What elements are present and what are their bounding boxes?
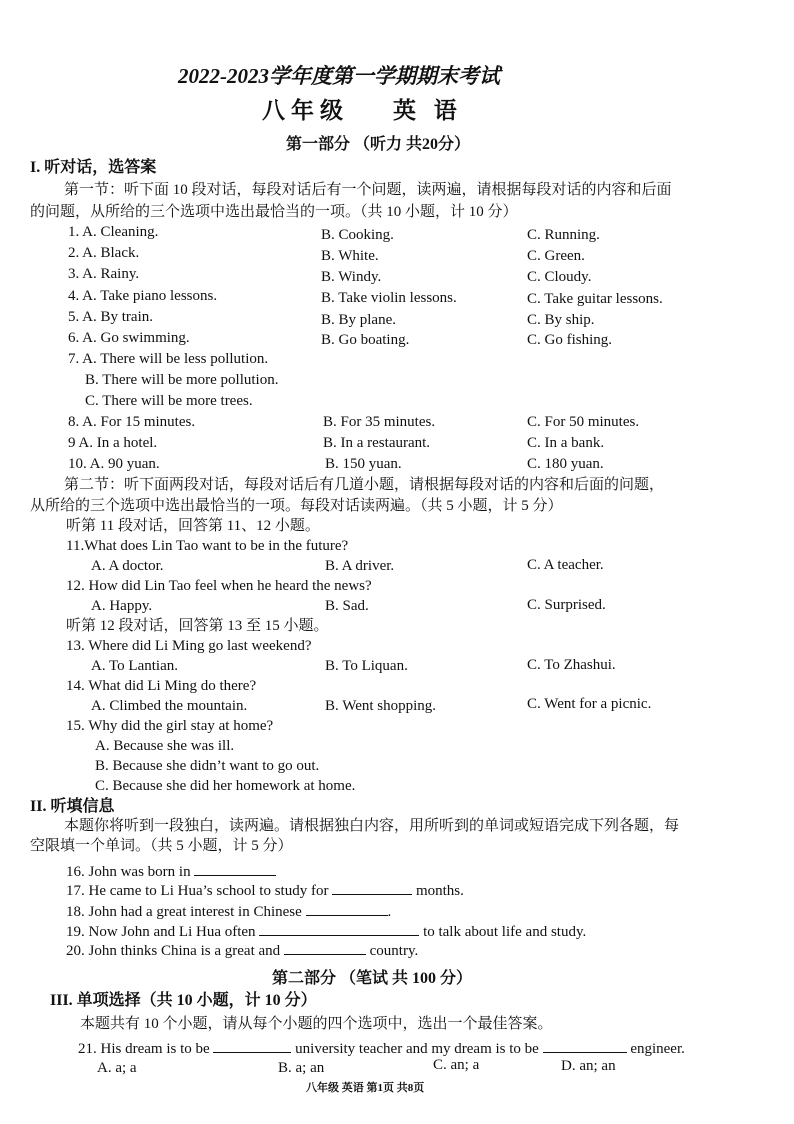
q17-blank[interactable]: [332, 880, 412, 895]
q21-text-mid: university teacher and my dream is to be: [295, 1041, 539, 1057]
q20-text-end: country.: [369, 943, 419, 959]
q15-option-a: A. Because she was ill.: [95, 738, 235, 754]
section2-intro: 本题你将听到一段独白，读两遍。请根据独白内容，用所听到的单词或短语完成下列各题，每: [64, 818, 680, 834]
q21-text-end: engineer.: [630, 1041, 685, 1057]
q14-option-c: C. Went for a picnic.: [527, 696, 652, 712]
q1-option-b: B. Cooking.: [321, 227, 394, 243]
q21-blank-1[interactable]: [213, 1038, 291, 1053]
section3-intro: 本题共有 10 个小题，请从每个小题的四个选项中，选出一个最佳答案。: [80, 1016, 553, 1032]
q21-option-c: C. an; a: [433, 1057, 480, 1073]
q21-blank-2[interactable]: [543, 1038, 627, 1053]
q11-stem: 11.What does Lin Tao want to be in the future?: [66, 538, 349, 554]
q15-stem: 15. Why did the girl stay at home?: [66, 718, 274, 734]
q13-option-b: B. To Liquan.: [325, 658, 408, 674]
q18-blank[interactable]: [306, 901, 388, 916]
section1-sub2-instruction: 第二节：听下面两段对话，每段对话后有几道小题，请根据每段对话的内容和后面的问题，: [64, 477, 665, 493]
q19-line: [66, 921, 586, 941]
q11-option-c: C. A teacher.: [527, 557, 604, 573]
q8-option-a: 8. A. For 15 minutes.: [68, 414, 196, 430]
q9-option-c: C. In a bank.: [527, 435, 605, 451]
q19-text-end: to talk about life and study.: [423, 924, 587, 940]
part2-title: 第二部分 （笔试 共 100 分）: [272, 970, 473, 987]
q3-option-a: 3. A. Rainy.: [68, 266, 140, 282]
q21-line: [78, 1038, 685, 1058]
q1-option-c: C. Running.: [527, 227, 600, 243]
q4-option-a: 4. A. Take piano lessons.: [68, 288, 218, 304]
listen-dialog-12: 听第 12 段对话，回答第 13 至 15 小题。: [66, 618, 329, 634]
q2-option-b: B. White.: [321, 248, 379, 264]
q15-option-c: C. Because she did her homework at home.: [95, 778, 356, 794]
q2-option-c: C. Green.: [527, 248, 585, 264]
q21-option-a: A. a; a: [97, 1060, 137, 1076]
q10-option-b: B. 150 yuan.: [325, 456, 402, 472]
q7-option-a: 7. A. There will be less pollution.: [68, 351, 269, 367]
q20-line: [66, 940, 418, 960]
q14-stem: 14. What did Li Ming do there?: [66, 678, 257, 694]
q10-option-c: C. 180 yuan.: [527, 456, 604, 472]
q16-line: [66, 861, 276, 881]
q12-option-b: B. Sad.: [325, 598, 369, 614]
q17-text: 17. He came to Li Hua’s school to study for: [66, 883, 329, 899]
q13-option-c: C. To Zhashui.: [527, 657, 616, 673]
q21-option-d: D. an; an: [561, 1058, 616, 1074]
section1-heading: I. 听对话，选答案: [30, 159, 157, 176]
listen-dialog-11: 听第 11 段对话，回答第 11、12 小题。: [66, 518, 320, 534]
q5-option-a: 5. A. By train.: [68, 309, 153, 325]
part1-title: 第一部分 （听力 共20分）: [286, 136, 471, 153]
section3-heading: III. 单项选择（共 10 小题，计 10 分）: [50, 992, 317, 1009]
q14-option-a: A. Climbed the mountain.: [91, 698, 248, 714]
q20-blank[interactable]: [284, 940, 366, 955]
q21-text: 21. His dream is to be: [78, 1041, 210, 1057]
q8-option-b: B. For 35 minutes.: [323, 414, 436, 430]
q6-option-c: C. Go fishing.: [527, 332, 613, 348]
q11-option-b: B. A driver.: [325, 558, 395, 574]
q19-blank[interactable]: [259, 921, 419, 936]
q3-option-c: C. Cloudy.: [527, 269, 592, 285]
q14-option-b: B. Went shopping.: [325, 698, 437, 714]
q18-line: 18. John had a great interest in Chinese .: [66, 901, 391, 921]
q17-line: [66, 880, 464, 900]
q21-option-b: B. a; an: [278, 1060, 325, 1076]
q20-text: 20. John thinks China is a great and: [66, 943, 281, 959]
q12-option-c: C. Surprised.: [527, 597, 606, 613]
q11-option-a: A. A doctor.: [91, 558, 164, 574]
q4-option-c: C. Take guitar lessons.: [527, 291, 663, 307]
q9-option-a: 9 A. In a hotel.: [68, 435, 158, 451]
q19-text: 19. Now John and Li Hua often: [66, 924, 256, 940]
section2-heading: II. 听填信息: [30, 798, 115, 815]
q7-option-b: B. There will be more pollution.: [85, 372, 279, 388]
section1-sub2-instruction-cont: 从所给的三个选项中选出最恰当的一项。每段对话读两遍。（共 5 小题，计 5 分）: [30, 498, 563, 514]
page-footer: 八年级 英语 第1页 共8页: [306, 1082, 425, 1094]
q17-text-end: months.: [415, 883, 464, 899]
q18-text: 18. John had a great interest in Chinese: [66, 904, 302, 920]
grade-label: 八年级: [262, 98, 349, 123]
q3-option-b: B. Windy.: [321, 269, 382, 285]
q16-blank[interactable]: [194, 861, 276, 876]
grade-subject-line: [262, 98, 463, 124]
q10-option-a: 10. A. 90 yuan.: [68, 456, 160, 472]
exam-title: 2022-2023学年度第一学期期末考试: [178, 64, 500, 88]
q4-option-b: B. Take violin lessons.: [321, 290, 457, 306]
q13-stem: 13. Where did Li Ming go last weekend?: [66, 638, 312, 654]
q15-option-b: B. Because she didn’t want to go out.: [95, 758, 320, 774]
q12-stem: 12. How did Lin Tao feel when he heard the news?: [66, 578, 372, 594]
section1-sub1-instruction: 第一节：听下面 10 段对话，每段对话后有一个问题，读两遍，请根据每段对话的内容和后面: [64, 182, 672, 198]
q5-option-b: B. By plane.: [321, 312, 396, 328]
q6-option-a: 6. A. Go swimming.: [68, 330, 190, 346]
section2-intro-cont: 空限填一个单词。（共 5 小题，计 5 分）: [30, 838, 293, 854]
q6-option-b: B. Go boating.: [321, 332, 410, 348]
q16-text: 16. John was born in: [66, 864, 191, 880]
q5-option-c: C. By ship.: [527, 312, 595, 328]
q12-option-a: A. Happy.: [91, 598, 153, 614]
section1-sub1-instruction-cont: 的问题，从所给的三个选项中选出最恰当的一项。（共 10 小题，计 10 分）: [30, 204, 518, 220]
q8-option-c: C. For 50 minutes.: [527, 414, 640, 430]
q9-option-b: B. In a restaurant.: [323, 435, 431, 451]
q1-option-a: 1. A. Cleaning.: [68, 224, 159, 240]
subject-label: 英 语: [393, 98, 463, 123]
q2-option-a: 2. A. Black.: [68, 245, 140, 261]
q13-option-a: A. To Lantian.: [91, 658, 178, 674]
q7-option-c: C. There will be more trees.: [85, 393, 253, 409]
